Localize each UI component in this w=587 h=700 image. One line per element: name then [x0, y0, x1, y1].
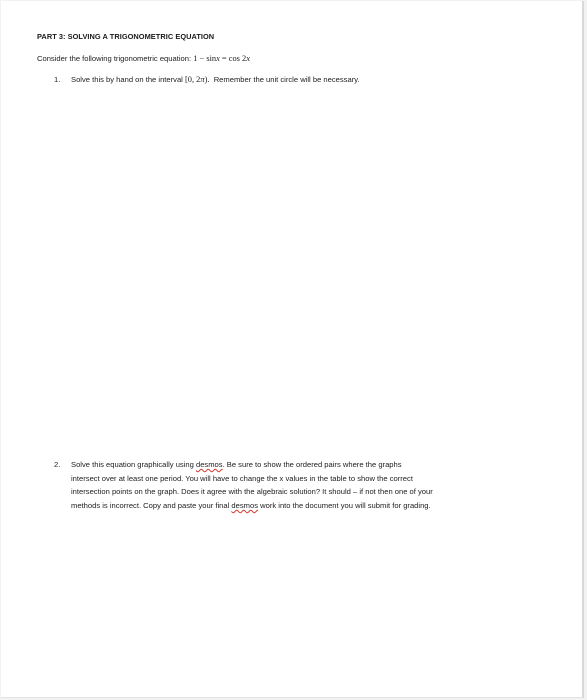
list-item-number: 2.	[54, 460, 61, 469]
equation-var-x: x	[216, 54, 220, 63]
interval-close: ).	[204, 75, 210, 84]
list-item-number: 1.	[54, 75, 61, 84]
intro-sentence	[37, 54, 250, 63]
heading-part-label: PART 3:	[37, 32, 66, 41]
item2-line1-b: . Be sure to show the ordered pairs where the graphs	[222, 460, 402, 469]
intro-text: Consider the following trigonometric equation:	[37, 54, 192, 63]
item1-text-a: Solve this by hand on the interval	[71, 75, 183, 84]
equation-cos: cos	[228, 54, 240, 63]
equation-one: 1	[193, 54, 198, 63]
equation-minus: −	[199, 54, 205, 63]
equation-coefficient: 2	[242, 54, 247, 63]
item2-line-2: intersect over at least one period. You will have to change the x values in the table to show the correct	[71, 473, 413, 483]
item2-line-4	[71, 499, 433, 513]
item2-line-1	[71, 458, 433, 472]
item2-line-3: intersection points on the graph. Does it agree with the algebraic solution? It should – if not then one of your	[71, 487, 433, 497]
item2-line4-b: work into the document you will submit for grading.	[258, 500, 431, 510]
spellcheck-word: desmos	[195, 460, 223, 469]
list-item-text	[71, 73, 360, 87]
equation-var-x-2: x	[246, 54, 250, 63]
interval-pi: π	[200, 75, 205, 84]
item2-line4-a: methods is incorrect. Copy and paste your final	[71, 500, 230, 510]
equation-equals: =	[221, 54, 227, 63]
equation	[193, 54, 250, 63]
item2-line1-a: Solve this equation graphically using	[71, 460, 194, 469]
equation-sin: sin	[206, 54, 217, 63]
spellcheck-word: desmos	[231, 500, 259, 510]
section-heading	[37, 32, 214, 41]
interval-open: [0, 2	[185, 75, 201, 84]
heading-title: SOLVING A TRIGONOMETRIC EQUATION	[67, 32, 215, 41]
interval	[185, 75, 209, 84]
item1-text-b: Remember the unit circle will be necessary.	[213, 75, 360, 84]
list-item-text	[71, 458, 433, 512]
document-page	[1, 1, 584, 698]
